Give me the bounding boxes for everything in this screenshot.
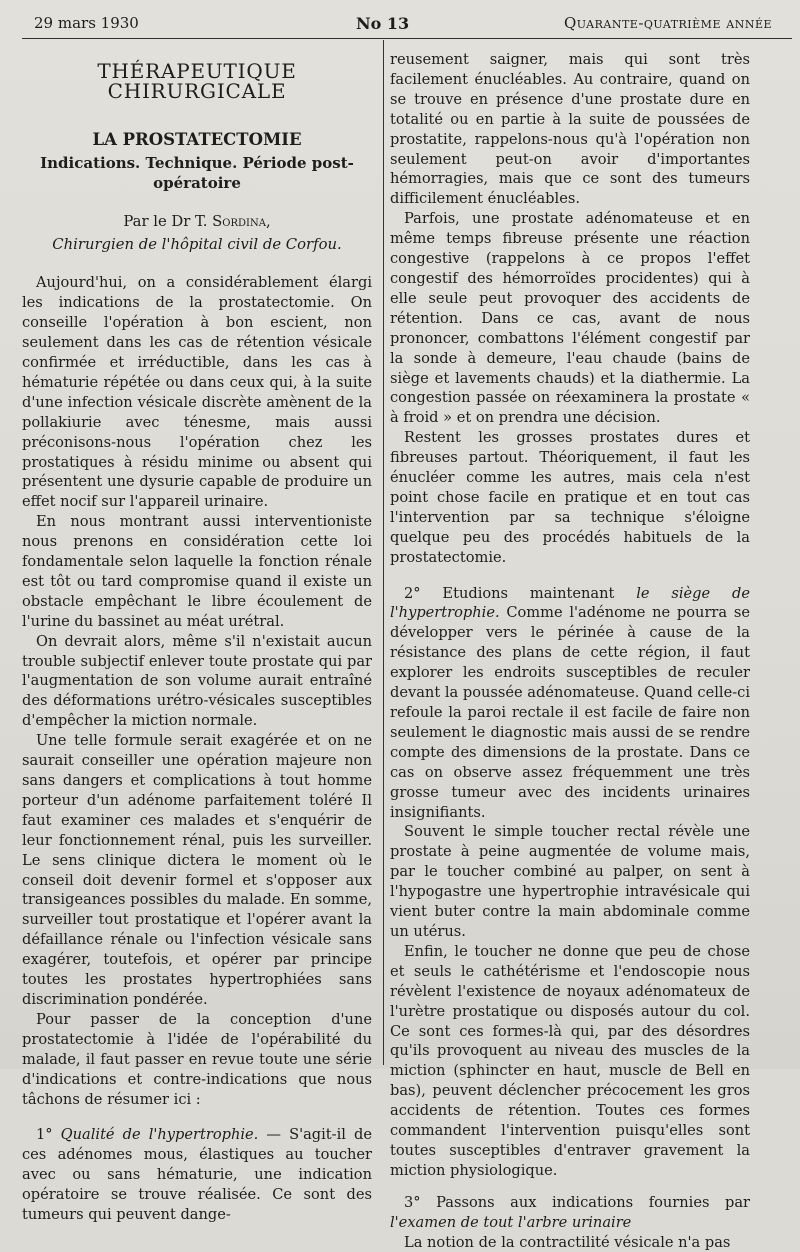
header-year: Quarante-quatrième année	[563, 14, 772, 32]
page-header	[34, 14, 790, 36]
right-column	[390, 50, 750, 1252]
section-title: THÉRAPEUTIQUE CHIRURGICALE	[97, 59, 297, 103]
item-number: 2° Etudions maintenant	[404, 584, 637, 602]
paragraph: Restent les grosses prostates dures et fibreuses partout. Théoriquement, il faut les énucléer comme les autres, mais cela n'est point chose facile en pratique et en tout cas l'intervention par sa technique s'éloigne quelque peu des procédés habituels de la prostatectomie.	[390, 429, 750, 566]
byline-prefix: Par le Dr T.	[123, 212, 213, 230]
left-column	[22, 60, 372, 1225]
paragraph: En nous montrant aussi interventioniste nous prenons en considération cette loi fondamentale selon laquelle la fonction rénale est tôt ou tard compromise quand il existe un obstacle empêchant le libre écoulement de l'urine du bassinet au méat urétral.	[22, 513, 372, 630]
header-rule	[22, 38, 792, 39]
author-affiliation: Chirurgien de l'hôpital civil de Corfou.	[52, 236, 342, 254]
header-date: 29 mars 1930	[34, 14, 139, 32]
column-divider	[383, 40, 384, 1065]
paragraph: La notion de la contractilité vésicale n'a pas	[404, 1233, 731, 1251]
item-text: — S'agit-il de ces adénomes mous, élastiques au toucher avec ou sans hématurie, une indication opératoire se trouve réalisée. Ce sont des tumeurs qui peuvent dange-	[22, 1126, 372, 1224]
paragraph-arbre	[390, 1193, 750, 1233]
paragraph: Souvent le simple toucher rectal révèle une prostate à peine augmentée de volume mais, par le toucher combiné au palper, on sent à l'hypogastre une hypertrophie intravésicale qui vient buter contre la main abdominale comme un utérus.	[390, 823, 750, 940]
paragraph: Parfois, une prostate adénomateuse et en même temps fibreuse présente une réaction congestive (rappelons à ce propos l'effet congestif des hémorroïdes procidentes) qui à elle seule peut provoquer des accidents de rétention. Dans ce cas, avant de nous prononcer, combattons l'élément congestif par la sonde à demeure, l'eau chaude (bains de siège et lavements chauds) et la diathermie. La congestion passée on réexaminera la prostate « à froid » et on prendra une décision.	[390, 210, 750, 427]
article-byline	[22, 212, 372, 232]
paragraph-quality	[22, 1125, 372, 1225]
paragraph: Aujourd'hui, on a considérablement élargi les indications de la prostatectomie. On conseille l'opération à bon escient, non seulement dans les cas de rétention vésicale confirmée et irréductible, dans les cas à hématurie répétée ou dans ceux qui, à la suite d'une infection vésicale discrète amènent de la pollakiurie avec ténesme, mais aussi préconisons-nous l'opération chez les prostatiques à résidu minime ou absent qui présentent une dysurie capable de produire un effet nocif sur l'appareil urinaire.	[22, 274, 372, 511]
paragraph: Pour passer de la conception d'une prostatectomie à l'idée de l'opérabilité du malade, il faut passer en revue toute une série d'indications et contre-indications que nous tâchons de résumer ici :	[22, 1010, 372, 1108]
paragraph: reusement saigner, mais qui sont très facilement énucléables. Au contraire, quand on se trouve en présence d'une prostate dure en totalité ou en partie à la suite de poussées de prostatite, rappelons-nous qu'à l'opération non seulement peut-on avoir d'importantes hémorragies, mais que ce sont des tumeurs difficilement énucléables.	[390, 51, 750, 208]
item-number: 1°	[36, 1126, 61, 1144]
item-heading: l'examen de tout l'arbre urinaire	[390, 1213, 632, 1231]
paragraph: Enfin, le toucher ne donne que peu de chose et seuls le cathétérisme et l'endoscopie nous révèlent l'existence de noyaux adénomateux de l'urètre prostatique ou disposés autour du col. Ce sont ces formes-là qui, par des désordres qu'ils provoquent au niveau des muscles de la miction (sphincter en haut, muscle de Bell en bas), peuvent déclencher précocement les gros accidents de rétention. Toutes ces formes commandent l'intervention puisqu'elles sont toutes susceptibles d'entraver gravement la miction physiologique.	[390, 942, 750, 1179]
article-subtitle: Indications. Technique. Période post-opératoire	[40, 153, 354, 192]
item-heading: Qualité de l'hypertrophie.	[60, 1126, 259, 1144]
item-heading: le siège de l'hypertrophie.	[390, 584, 750, 622]
paragraph: Une telle formule serait exagérée et on ne saurait conseiller une opération majeure non sans dangers et complications à tout homme porteur d'un adénome parfaitement toléré Il faut examiner ces malades et s'enquérir de leur fonctionnement rénal, puis les surveiller. Le sens clinique dictera le moment où le conseil doit devenir formel et s'opposer aux transigeances possibles du malade. En somme, surveiller tout prostatique et l'opérer avant la défaillance rénale ou l'infection vésicale sans exagérer, toutefois, et opérer par principe toutes les prostates hypertrophiées sans discrimination pondérée.	[22, 732, 372, 1008]
byline-author: Sordina,	[212, 212, 271, 230]
paragraph-siege	[390, 584, 750, 823]
item-number: 3° Passons aux indications fournies par	[404, 1193, 750, 1211]
paragraph: On devrait alors, même s'il n'existait aucun trouble subjectif enlever toute prostate qui par l'augmentation de son volume aurait entraîné des déformations urétro-vésicales susceptibles d'empêcher la miction normale.	[22, 632, 372, 730]
item-text: Comme l'adénome ne pourra se développer vers le périnée à cause de la résistance des plans de cette région, il faut explorer les endroits susceptibles de reculer devant la poussée adénomateuse. Quand celle-ci refoule la paroi rectale il est facile de faire non seulement le diagnostic mais aussi de se rendre compte des dimensions de la prostate. Dans ce cas on observe assez fréquemment une très grosse tumeur avec des incidents urinaires insignifiants.	[390, 604, 750, 821]
header-issue-number: No 13	[356, 14, 410, 33]
article-title: LA PROSTATECTOMIE	[92, 129, 302, 149]
